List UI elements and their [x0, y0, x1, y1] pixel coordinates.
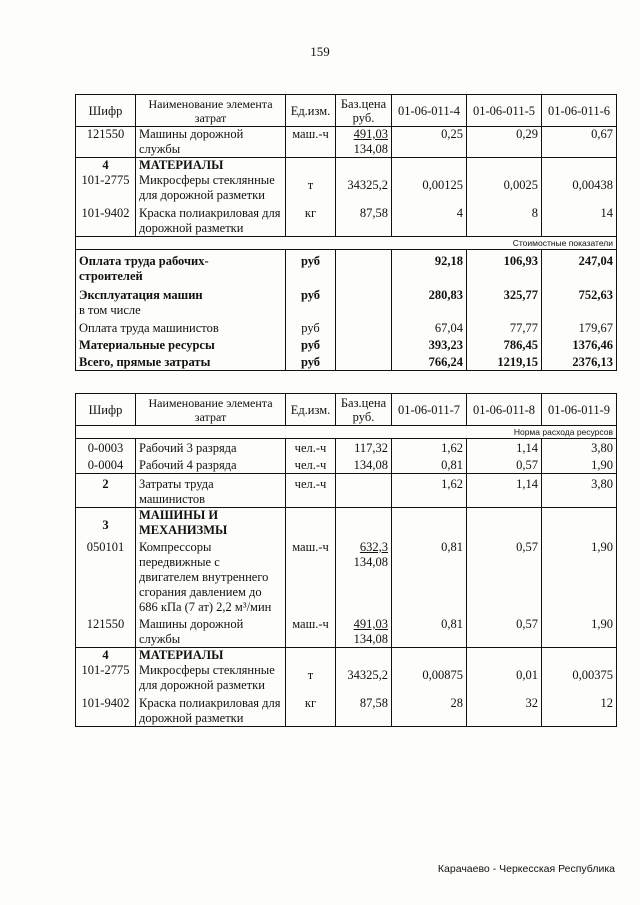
total-row [76, 353, 617, 371]
table-cell: 1,14 [467, 439, 542, 457]
table-cell: 179,67 [542, 318, 617, 336]
section-title-row [76, 648, 617, 664]
table-cell: маш.-ч [286, 538, 336, 615]
table-cell: МАТЕРИАЛЫ [136, 648, 286, 664]
table-cell [467, 508, 542, 539]
table-cell [542, 158, 617, 174]
table-cell: 12 [542, 693, 617, 727]
table-cell: 752,63 [542, 284, 617, 318]
table-cell: Машины дорожной службы [136, 615, 286, 648]
table-cell: 632,3 134,08 [336, 538, 392, 615]
table-cell: 87,58 [336, 693, 392, 727]
table-cell: т [286, 173, 336, 203]
table-cell: маш.-ч [286, 615, 336, 648]
table-cell: Машины дорожной службы [136, 127, 286, 158]
table-cell: 14 [542, 203, 617, 237]
table-cell: маш.-ч [286, 127, 336, 158]
section-label-row [76, 237, 617, 250]
table-cell: 050101 [76, 538, 136, 615]
header-unit: Ед.изм. [286, 394, 336, 426]
table-cell: 101-9402 [76, 693, 136, 727]
table-cell: 0,0025 [467, 173, 542, 203]
table-cell: Эксплуатация машин в том числе [76, 284, 286, 318]
table-cell [542, 648, 617, 664]
table-cell [336, 158, 392, 174]
table-cell: Рабочий 3 разряда [136, 439, 286, 457]
table-cell: 0,81 [392, 456, 467, 474]
header-unit: Ед.изм. [286, 95, 336, 127]
table-cell: 247,04 [542, 250, 617, 285]
table-cell: чел.-ч [286, 474, 336, 508]
table-cell: 117,32 [336, 439, 392, 457]
table-cell: 2 [76, 474, 136, 508]
page-number: 159 [310, 44, 330, 59]
table-row [76, 127, 617, 158]
table-cell [286, 158, 336, 174]
table-cell: 1,62 [392, 474, 467, 508]
table-cell: МАШИНЫ И МЕХАНИЗМЫ [136, 508, 286, 539]
table-cell: 101-2775 [76, 173, 136, 203]
table-cell [336, 508, 392, 539]
table-cell: 0,00125 [392, 173, 467, 203]
header-price: Баз.цена руб. [336, 394, 392, 426]
table-row [76, 693, 617, 727]
table-cell: 786,45 [467, 336, 542, 353]
header-col-2: 01-06-011-5 [467, 95, 542, 127]
table-cell: чел.-ч [286, 439, 336, 457]
section-label: Норма расхода ресурсов [76, 426, 617, 439]
table-cell: 0,57 [467, 538, 542, 615]
summary-row [76, 284, 617, 318]
table-cell: 1,62 [392, 439, 467, 457]
table-cell: 1376,46 [542, 336, 617, 353]
section-title-row [76, 158, 617, 174]
table-cell: 1,90 [542, 615, 617, 648]
table-row [76, 615, 617, 648]
table-cell: руб [286, 284, 336, 318]
table-cell: Оплата труда машинистов [76, 318, 286, 336]
table-header [76, 95, 617, 127]
table-cell: 0,00875 [392, 663, 467, 693]
summary-row [76, 250, 617, 285]
section-label-row [76, 426, 617, 439]
header-price: Баз.цена руб. [336, 95, 392, 127]
table-cell: 280,83 [392, 284, 467, 318]
table-cell: 0,00375 [542, 663, 617, 693]
table-cell [336, 474, 392, 508]
header-col-3: 01-06-011-9 [542, 394, 617, 426]
table-cell [336, 250, 392, 285]
summary-row [76, 318, 617, 336]
section-title-row [76, 508, 617, 539]
table-cell: Всего, прямые затраты [76, 353, 286, 371]
table-cell: 87,58 [336, 203, 392, 237]
table-cell: 134,08 [336, 456, 392, 474]
table-cell: 1,90 [542, 456, 617, 474]
header-col-1: 01-06-011-7 [392, 394, 467, 426]
table-cell: Краска полиакриловая для дорожной разметки [136, 693, 286, 727]
table-cell [467, 648, 542, 664]
table-cell: 4 [76, 158, 136, 174]
table-cell: 4 [76, 648, 136, 664]
table-cell: Компрессоры передвижные с двигателем внутреннего сгорания давлением до 686 кПа (7 ат) 2,2 м³/мин [136, 538, 286, 615]
table-cell: 0-0003 [76, 439, 136, 457]
table-cell: Оплата труда рабочих- строителей [76, 250, 286, 285]
table-cell: 0,00438 [542, 173, 617, 203]
table-cell: 106,93 [467, 250, 542, 285]
table-row [76, 456, 617, 474]
table-row [76, 474, 617, 508]
table-cell: 0,81 [392, 538, 467, 615]
table-cell: чел.-ч [286, 456, 336, 474]
cost-table-2 [75, 393, 617, 727]
header-name: Наименование элемента затрат [136, 394, 286, 426]
table-cell: 3,80 [542, 439, 617, 457]
table-cell: руб [286, 353, 336, 371]
table-row [76, 203, 617, 237]
table-cell [467, 158, 542, 174]
table-cell: 766,24 [392, 353, 467, 371]
table-cell: 3,80 [542, 474, 617, 508]
table-cell [392, 648, 467, 664]
table-cell: руб [286, 250, 336, 285]
table-cell: 0,29 [467, 127, 542, 158]
header-code: Шифр [76, 394, 136, 426]
table-cell: 28 [392, 693, 467, 727]
table-cell: Краска полиакриловая для дорожной разметки [136, 203, 286, 237]
table-cell: 34325,2 [336, 173, 392, 203]
table-row [76, 663, 617, 693]
table-cell: 0,57 [467, 456, 542, 474]
header-col-1: 01-06-011-4 [392, 95, 467, 127]
table-cell: руб [286, 336, 336, 353]
summary-row [76, 336, 617, 353]
table-header [76, 394, 617, 426]
table-cell: 34325,2 [336, 663, 392, 693]
table-cell: 1219,15 [467, 353, 542, 371]
table-row [76, 439, 617, 457]
table-cell: 121550 [76, 127, 136, 158]
table-cell: 2376,13 [542, 353, 617, 371]
table-cell: 101-9402 [76, 203, 136, 237]
table-cell: 325,77 [467, 284, 542, 318]
table-cell [336, 353, 392, 371]
table-cell: Рабочий 4 разряда [136, 456, 286, 474]
table-cell: 0,25 [392, 127, 467, 158]
table-cell: 77,77 [467, 318, 542, 336]
table-cell [336, 648, 392, 664]
table-cell: 92,18 [392, 250, 467, 285]
table-cell: руб [286, 318, 336, 336]
table-cell: 0,81 [392, 615, 467, 648]
table-cell: 101-2775 [76, 663, 136, 693]
table-cell [286, 508, 336, 539]
footer-region: Карачаево - Черкесская Республика [437, 863, 615, 875]
table-cell [336, 318, 392, 336]
table-cell: т [286, 663, 336, 693]
table-cell: кг [286, 693, 336, 727]
table-cell: 1,14 [467, 474, 542, 508]
table-cell [336, 284, 392, 318]
table-cell [542, 508, 617, 539]
table-cell: 1,90 [542, 538, 617, 615]
table-cell: кг [286, 203, 336, 237]
table-cell [392, 158, 467, 174]
header-code: Шифр [76, 95, 136, 127]
table-cell: 8 [467, 203, 542, 237]
table-cell: 393,23 [392, 336, 467, 353]
table-row [76, 538, 617, 615]
table-cell: МАТЕРИАЛЫ [136, 158, 286, 174]
table-row [76, 173, 617, 203]
table-cell: Микросферы стеклянные для дорожной разметки [136, 663, 286, 693]
table-cell: 4 [392, 203, 467, 237]
header-name: Наименование элемента затрат [136, 95, 286, 127]
section-label: Стоимостные показатели [76, 237, 617, 250]
table-cell: Микросферы стеклянные для дорожной разметки [136, 173, 286, 203]
table-cell [392, 508, 467, 539]
table-cell: 0,01 [467, 663, 542, 693]
table-cell: Затраты труда машинистов [136, 474, 286, 508]
table-cell [336, 336, 392, 353]
table-cell: 32 [467, 693, 542, 727]
table-cell: 0-0004 [76, 456, 136, 474]
table-cell: Материальные ресурсы [76, 336, 286, 353]
table-cell: 0,57 [467, 615, 542, 648]
table-cell: 491,03 134,08 [336, 615, 392, 648]
table-cell: 3 [76, 508, 136, 539]
cost-table-1 [75, 94, 617, 371]
table-cell: 121550 [76, 615, 136, 648]
header-col-2: 01-06-011-8 [467, 394, 542, 426]
table-cell: 491,03 134,08 [336, 127, 392, 158]
table-cell: 0,67 [542, 127, 617, 158]
header-col-3: 01-06-011-6 [542, 95, 617, 127]
table-cell: 67,04 [392, 318, 467, 336]
table-cell [286, 648, 336, 664]
